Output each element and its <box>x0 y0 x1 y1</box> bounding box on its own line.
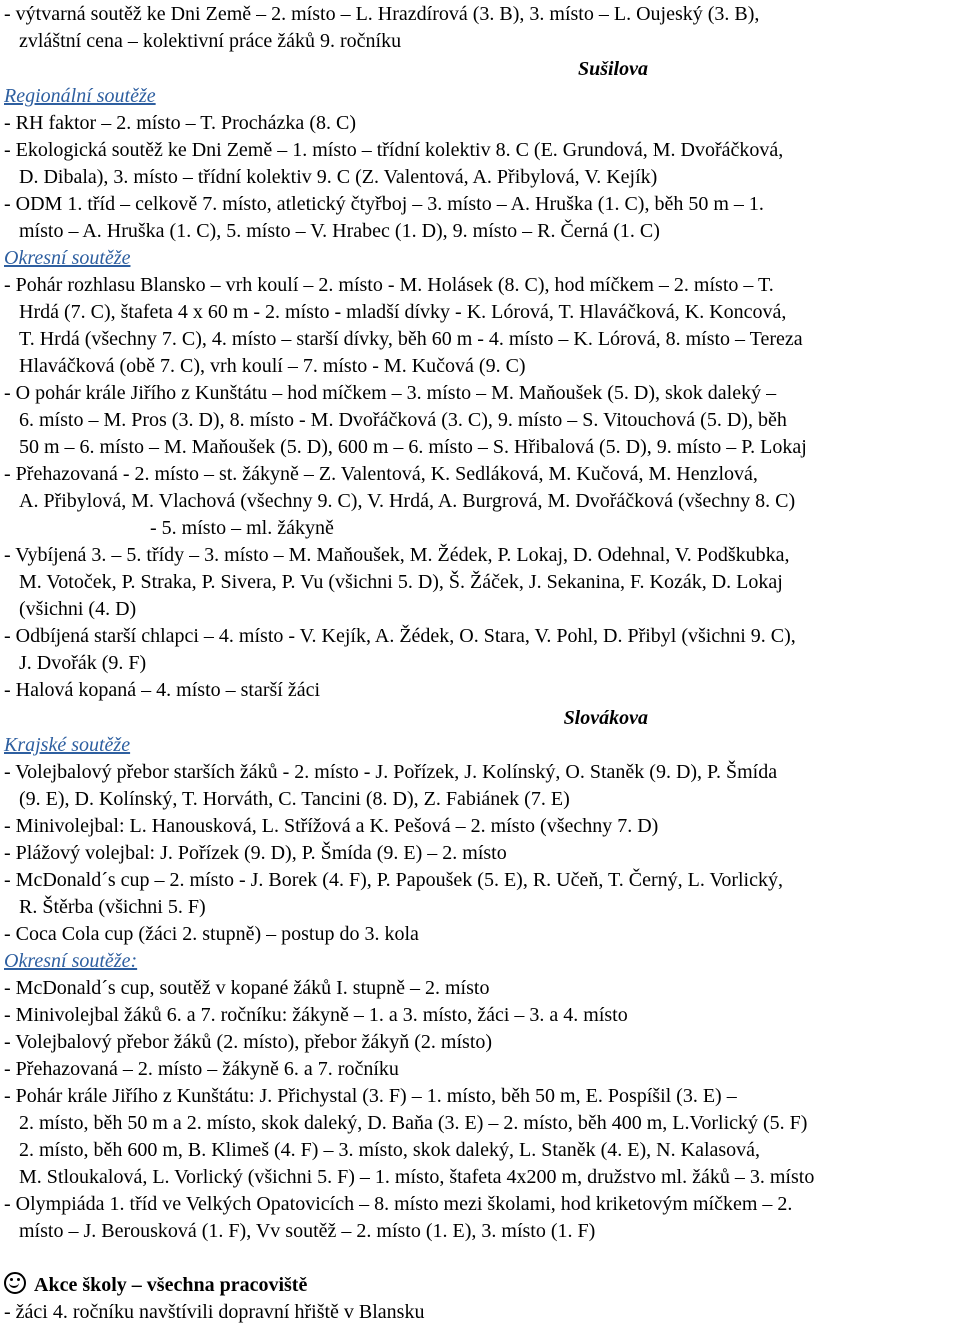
text-line: - Pohár krále Jiřího z Kunštátu: J. Přichystal (3. F) – 1. místo, běh 50 m, E. Pospíšil (3. E) – <box>4 1085 737 1107</box>
text-line: - Pohár rozhlasu Blansko – vrh koulí – 2. místo - M. Holásek (8. C), hod míčkem – 2. místo – T. <box>4 274 774 296</box>
text-line: - RH faktor – 2. místo – T. Procházka (8. C) <box>4 112 356 134</box>
text-line: místo – A. Hruška (1. C), 5. místo – V. Hrabec (1. D), 9. místo – R. Černá (1. C) <box>19 220 660 242</box>
text-line: - Vybíjená 3. – 5. třídy – 3. místo – M. Maňoušek, M. Žédek, P. Lokaj, D. Odehnal, V. Podškubka, <box>4 544 790 566</box>
text-line: Hrdá (7. C), štafeta 4 x 60 m - 2. místo - mladší dívky - K. Lórová, T. Hlaváčková, K. Koncová, <box>19 301 787 323</box>
subheading-regional[interactable] <box>0 83 960 110</box>
text-line: - Coca Cola cup (žáci 2. stupně) – postup do 3. kola <box>4 923 419 945</box>
text-line: R. Štěrba (všichni 5. F) <box>19 896 206 918</box>
text-line: - Přehazovaná - 2. místo – st. žákyně – Z. Valentová, K. Sedláková, M. Kučová, M. Henzlová, <box>4 463 758 485</box>
text-line: T. Hrdá (všechny 7. C), 4. místo – starší dívky, běh 60 m - 4. místo – K. Lórová, 8. místo – Tereza <box>19 328 803 350</box>
text-line: - Přehazovaná – 2. místo – žákyně 6. a 7. ročníku <box>4 1058 399 1080</box>
text-line: 2. místo, běh 50 m a 2. místo, skok daleký, D. Baňa (3. E) – 2. místo, běh 400 m, L.Vorlický (5. F) <box>19 1112 808 1134</box>
akce-heading-text: Akce školy – všechna pracoviště <box>34 1274 308 1296</box>
text-line: - Volejbalový přebor žáků (2. místo), přebor žákyň (2. místo) <box>4 1031 493 1053</box>
text-line: J. Dvořák (9. F) <box>19 652 147 674</box>
text-line: - výtvarná soutěž ke Dni Země – 2. místo – L. Hrazdírová (3. B), 3. místo – L. Oujeský (3. B), <box>4 3 760 25</box>
text-line: 50 m – 6. místo – M. Maňoušek (5. D), 600 m – 6. místo – S. Hřibalová (5. D), 9. místo – P. Lokaj <box>19 436 807 458</box>
text-line: 2. místo, běh 600 m, B. Klimeš (4. F) – 3. místo, skok daleký, L. Staněk (4. E), N. Kalasová, <box>19 1139 761 1161</box>
smiley-icon <box>4 1272 26 1294</box>
subheading-link[interactable]: Okresní soutěže: <box>4 950 138 972</box>
subheading-link[interactable]: Okresní soutěže <box>4 247 131 269</box>
text-line: - Minivolejbal žáků 6. a 7. ročníku: žákyně – 1. a 3. místo, žáci – 3. a 4. místo <box>4 1004 628 1026</box>
text-line: D. Dibala), 3. místo – třídní kolektiv 9. C (Z. Valentová, A. Přibylová, V. Kejík) <box>19 166 658 188</box>
text-line: místo – J. Berousková (1. F), Vv soutěž – 2. místo (1. E), 3. místo (1. F) <box>19 1220 596 1242</box>
text-line: - McDonald´s cup – 2. místo - J. Borek (4. F), P. Papoušek (5. E), R. Učeň, T. Černý, L. Vorlický, <box>4 869 783 891</box>
text-line: (9. E), D. Kolínský, T. Horváth, C. Tancini (8. D), Z. Fabiánek (7. E) <box>19 788 570 810</box>
text-line: - O pohár krále Jiřího z Kunštátu – hod míčkem – 3. místo – M. Maňoušek (5. D), skok daleký – <box>4 382 777 404</box>
section-heading-text: Sušilova <box>577 58 648 80</box>
text-line: Hlaváčková (obě 7. C), vrh koulí – 7. místo - M. Kučová (9. C) <box>19 355 526 377</box>
text-line: - McDonald´s cup, soutěž v kopané žáků I. stupně – 2. místo <box>4 977 490 999</box>
text-line: - 5. místo – ml. žákyně <box>150 517 334 539</box>
subheading-link[interactable]: Regionální soutěže <box>4 85 156 107</box>
text-line: - ODM 1. tříd – celkově 7. místo, atletický čtyřboj – 3. místo – A. Hruška (1. C), běh 50 m – 1. <box>4 193 764 215</box>
text-line: - Halová kopaná – 4. místo – starší žáci <box>4 679 321 701</box>
text-line: M. Votoček, P. Straka, P. Sivera, P. Vu (všichni 5. D), Š. Žáček, J. Sekanina, F. Kozák, D. Lokaj <box>19 571 783 593</box>
text-line: - žáci 4. ročníku navštívili dopravní hřiště v Blansku <box>4 1301 425 1323</box>
section-heading-text: Slovákova <box>563 707 648 729</box>
text-line: - Ekologická soutěž ke Dni Země – 1. místo – třídní kolektiv 8. C (E. Grundová, M. Dvořáčková, <box>4 139 784 161</box>
text-line: - Minivolejbal: L. Hanousková, L. Střížová a K. Pešová – 2. místo (všechny 7. D) <box>4 815 659 837</box>
subheading-okresni-2[interactable] <box>0 948 960 975</box>
akce-heading <box>0 1272 960 1299</box>
text-line: - Volejbalový přebor starších žáků - 2. místo - J. Pořízek, J. Kolínský, O. Staněk (9. D), P. Šmída <box>4 761 778 783</box>
subheading-krajske[interactable] <box>0 732 960 759</box>
subheading-okresni[interactable] <box>0 245 960 272</box>
text-line: - Olympiáda 1. tříd ve Velkých Opatovicích – 8. místo mezi školami, hod kriketovým míčkem – 2. <box>4 1193 793 1215</box>
text-line: 6. místo – M. Pros (3. D), 8. místo - M. Dvořáčková (3. C), 9. místo – S. Vitouchová (5. D), běh <box>19 409 787 431</box>
text-line: (všichni (4. D) <box>19 598 137 620</box>
text-line: M. Stloukalová, L. Vorlický (všichni 5. F) – 1. místo, štafeta 4x200 m, družstvo ml. žáků – 3. místo <box>19 1166 815 1188</box>
section-heading-susilova <box>0 56 960 83</box>
text-line: zvláštní cena – kolektivní práce žáků 9. ročníku <box>19 30 402 52</box>
text-line: A. Přibylová, M. Vlachová (všechny 9. C), V. Hrdá, A. Burgrová, M. Dvořáčková (všechny 8. C) <box>19 490 796 512</box>
text-line: - Plážový volejbal: J. Pořízek (9. D), P. Šmída (9. E) – 2. místo <box>4 842 507 864</box>
subheading-link[interactable]: Krajské soutěže <box>4 734 131 756</box>
text-line: - Odbíjená starší chlapci – 4. místo - V. Kejík, A. Žédek, O. Stara, V. Pohl, D. Přibyl (všichni 9. C), <box>4 625 796 647</box>
section-heading-slovakova <box>0 705 960 732</box>
